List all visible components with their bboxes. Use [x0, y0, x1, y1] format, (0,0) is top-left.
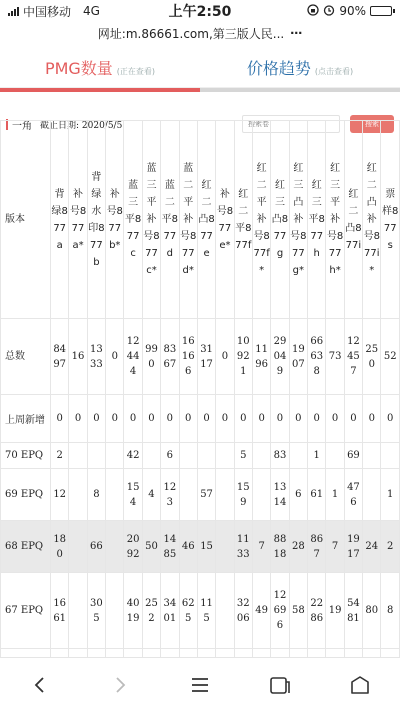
table-cell: 1133 [234, 521, 252, 573]
table-cell: 0 [106, 319, 124, 395]
column-header: 红三凸877g [271, 121, 289, 319]
table-cell: 1 [326, 469, 344, 521]
table-cell: 8 [381, 573, 400, 649]
column-header: 蓝三平补号877c* [142, 121, 160, 319]
table-cell: 69 [344, 443, 362, 469]
home-button[interactable] [340, 665, 380, 705]
table-cell: 4019 [124, 573, 142, 649]
table-cell: 0 [69, 395, 87, 443]
tab-title: 价格趋势 [246, 59, 311, 78]
table-cell: 305 [87, 573, 105, 649]
chevron-right-icon [112, 676, 128, 694]
table-cell: 7 [326, 521, 344, 573]
battery-percent: 90% [339, 4, 366, 18]
table-cell: 46 [179, 521, 197, 573]
table-cell [197, 443, 215, 469]
column-header: 蓝二平877d [161, 121, 179, 319]
table-cell: 3401 [161, 573, 179, 649]
table-cell [363, 443, 381, 469]
battery-icon [370, 6, 392, 16]
table-cell: 6 [161, 443, 179, 469]
table-cell: 10921 [234, 319, 252, 395]
table-cell [252, 443, 270, 469]
table-cell: 0 [326, 395, 344, 443]
table-row [1, 573, 400, 649]
table-cell: 867 [308, 521, 326, 573]
table-row [1, 319, 400, 395]
table-cell: 625 [179, 573, 197, 649]
menu-button[interactable] [180, 665, 220, 705]
table-cell [216, 443, 234, 469]
table-cell: 57 [197, 469, 215, 521]
column-header: 红二平877f [234, 121, 252, 319]
tab-bar [0, 44, 400, 88]
table-cell: 1333 [87, 319, 105, 395]
table-cell: 83 [271, 443, 289, 469]
table-cell: 49 [252, 573, 270, 649]
status-left [8, 3, 100, 20]
table-cell: 0 [363, 395, 381, 443]
table-header-row [1, 121, 400, 319]
table-cell: 12444 [124, 319, 142, 395]
table-cell: 8 [87, 469, 105, 521]
table-cell: 1485 [161, 521, 179, 573]
table-cell: 7 [252, 521, 270, 573]
column-header: 红三平补号877h* [326, 121, 344, 319]
column-header: 背绿877a [51, 121, 69, 319]
table-cell: 8497 [51, 319, 69, 395]
table-cell [381, 443, 400, 469]
row-label: 67 EPQ [1, 573, 51, 649]
table-cell: 24 [363, 521, 381, 573]
table-cell [142, 443, 160, 469]
table-cell: 29049 [271, 319, 289, 395]
tab-indicator-active [0, 88, 200, 92]
carrier-label: 中国移动 [23, 4, 72, 19]
table-cell: 123 [161, 469, 179, 521]
table-cell: 0 [142, 395, 160, 443]
column-header: 红三凸补号877g* [289, 121, 307, 319]
network-label: 4G [83, 4, 100, 18]
column-header: 红二凸补号877i* [363, 121, 381, 319]
table-cell: 2286 [308, 573, 326, 649]
table-cell: 0 [197, 395, 215, 443]
table-cell: 252 [142, 573, 160, 649]
tab-indicator [0, 88, 400, 92]
table-cell [69, 573, 87, 649]
search-button[interactable]: 搜索 [350, 115, 394, 133]
table-cell: 73 [326, 319, 344, 395]
table-cell [106, 443, 124, 469]
table-cell: 1917 [344, 521, 362, 573]
cutoff-date: 截止日期: 2020/5/5 [40, 120, 123, 131]
table-cell: 0 [124, 395, 142, 443]
table-cell [179, 443, 197, 469]
address-text: 网址:m.86661.com,第三版人民... [97, 26, 285, 41]
table-cell: 52 [381, 319, 400, 395]
table-cell [106, 521, 124, 573]
row-label: 总数 [1, 319, 51, 395]
table-cell: 1 [381, 469, 400, 521]
column-header: 蓝三平877c [124, 121, 142, 319]
table-cell: 1196 [252, 319, 270, 395]
status-right [307, 4, 392, 19]
table-row [1, 395, 400, 443]
table-row [1, 469, 400, 521]
address-bar[interactable] [0, 22, 400, 44]
tabs-button[interactable] [260, 665, 300, 705]
table-cell [289, 443, 307, 469]
tab-subtitle: (正在查看) [116, 67, 156, 76]
table-cell: 3117 [197, 319, 215, 395]
denomination-label: 一角 [12, 120, 32, 132]
table-cell: 0 [51, 395, 69, 443]
table-cell: 0 [161, 395, 179, 443]
tabs-icon [269, 675, 291, 695]
column-header: 红三平877h [308, 121, 326, 319]
signal-icon [8, 6, 19, 16]
table-row [1, 443, 400, 469]
table-cell: 0 [87, 395, 105, 443]
table-cell: 0 [289, 395, 307, 443]
table-cell: 0 [106, 395, 124, 443]
table-cell: 15 [197, 521, 215, 573]
home-icon [349, 675, 371, 695]
table-cell: 476 [344, 469, 362, 521]
pmg-table [0, 120, 400, 679]
tab-title: PMG数量 [44, 59, 113, 78]
column-header: 蓝二平补号877d* [179, 121, 197, 319]
table-cell: 154 [124, 469, 142, 521]
table-cell: 2 [381, 521, 400, 573]
row-label: 68 EPQ [1, 521, 51, 573]
status-bar [0, 0, 400, 22]
row-label: 70 EPQ [1, 443, 51, 469]
table-cell [69, 469, 87, 521]
table-cell: 19 [326, 573, 344, 649]
alarm-icon [323, 4, 335, 19]
table-cell: 3206 [234, 573, 252, 649]
column-header: 补号877b* [106, 121, 124, 319]
table-cell: 0 [252, 395, 270, 443]
table-cell: 180 [51, 521, 69, 573]
table-cell: 28 [289, 521, 307, 573]
table-cell: 66 [87, 521, 105, 573]
table-cell: 5481 [344, 573, 362, 649]
table-cell: 990 [142, 319, 160, 395]
column-header: 背绿水印877b [87, 121, 105, 319]
tab-subtitle: (点击查看) [314, 67, 354, 76]
table-cell [87, 443, 105, 469]
table-cell: 0 [179, 395, 197, 443]
back-button[interactable] [20, 665, 60, 705]
table-cell: 8818 [271, 521, 289, 573]
table-cell: 250 [363, 319, 381, 395]
table-cell: 6 [289, 469, 307, 521]
tab-indicator-inactive [200, 88, 400, 92]
table-cell: 61 [308, 469, 326, 521]
table-cell: 12696 [271, 573, 289, 649]
tab-pmg-quantity[interactable] [0, 44, 200, 87]
table-row [1, 521, 400, 573]
table-cell: 16 [69, 319, 87, 395]
table-cell: 12 [51, 469, 69, 521]
table-cell: 0 [216, 319, 234, 395]
column-header: 票样877s [381, 121, 400, 319]
table-cell: 0 [234, 395, 252, 443]
chevron-left-icon [32, 676, 48, 694]
table-cell: 8367 [161, 319, 179, 395]
table-cell: 115 [197, 573, 215, 649]
table-cell [106, 573, 124, 649]
table-cell: 0 [271, 395, 289, 443]
column-header-version: 版本 [1, 121, 51, 319]
menu-icon [190, 676, 210, 694]
table-cell [106, 469, 124, 521]
table-cell: 159 [234, 469, 252, 521]
table-cell: 1 [308, 443, 326, 469]
table-cell [252, 469, 270, 521]
table-cell: 12457 [344, 319, 362, 395]
table-cell [69, 521, 87, 573]
table-cell: 0 [344, 395, 362, 443]
table-cell [179, 469, 197, 521]
table-cell: 66638 [308, 319, 326, 395]
row-label: 69 EPQ [1, 469, 51, 521]
lock-rotation-icon [307, 4, 319, 19]
table-cell [216, 469, 234, 521]
column-header: 红二凸877e [197, 121, 215, 319]
table-cell: 80 [363, 573, 381, 649]
ellipsis-icon[interactable]: ⋯ [290, 26, 303, 40]
table-cell: 42 [124, 443, 142, 469]
browser-bottom-nav [0, 657, 400, 711]
pmg-table-container[interactable] [0, 120, 400, 657]
table-cell: 1314 [271, 469, 289, 521]
table-cell [216, 573, 234, 649]
table-cell: 1907 [289, 319, 307, 395]
column-header: 补号877e* [216, 121, 234, 319]
table-cell [363, 469, 381, 521]
table-cell: 0 [381, 395, 400, 443]
table-cell: 0 [308, 395, 326, 443]
column-header: 红二凸877i [344, 121, 362, 319]
table-cell: 1661 [51, 573, 69, 649]
table-cell: 4 [142, 469, 160, 521]
table-cell: 0 [216, 395, 234, 443]
table-cell [326, 443, 344, 469]
column-header: 补号877a* [69, 121, 87, 319]
table-cell: 50 [142, 521, 160, 573]
forward-button[interactable] [100, 665, 140, 705]
table-cell [69, 443, 87, 469]
table-cell: 2 [51, 443, 69, 469]
table-cell: 2092 [124, 521, 142, 573]
tab-price-trend[interactable] [200, 44, 400, 87]
table-cell: 16166 [179, 319, 197, 395]
table-cell [216, 521, 234, 573]
column-header: 红二平补号877f* [252, 121, 270, 319]
table-cell: 58 [289, 573, 307, 649]
clock: 上午2:50 [168, 4, 232, 20]
row-label: 上周新增 [1, 395, 51, 443]
table-cell: 5 [234, 443, 252, 469]
